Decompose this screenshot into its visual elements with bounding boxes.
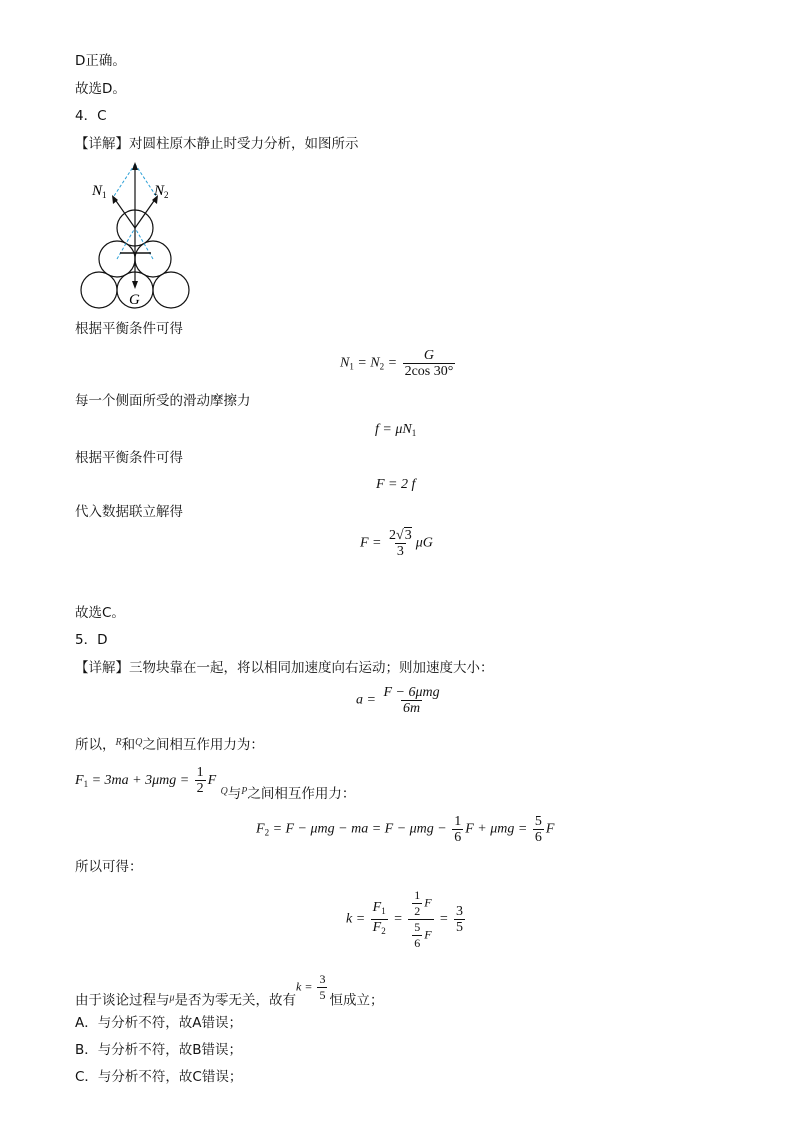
equation-F2: $F_2 = F - \mu mg$ − ma = F − μmg − $\frac{1}{6}$ F + μmg = $\frac{5}{6}$ F bbox=[256, 814, 555, 845]
equation-F-2f: F = 2 f bbox=[376, 477, 416, 492]
detail-tag: 【详解】 bbox=[75, 136, 129, 152]
text-choose-c: 故选C。 bbox=[75, 605, 125, 621]
option-c: C．与分析不符，故C错误； bbox=[75, 1069, 243, 1085]
text-balance-1: 根据平衡条件可得 bbox=[75, 321, 183, 337]
text-so-rq: 所以，$^R$和$^Q$之间相互作用力为： bbox=[75, 737, 264, 753]
detail-text: 三物块靠在一起，将以相同加速度向右运动；则加速度大小： bbox=[129, 660, 494, 676]
detail-tag: 【详解】 bbox=[75, 660, 129, 676]
detail-text: 对圆柱原木静止时受力分析，如图所示 bbox=[129, 136, 359, 152]
option-b: B．与分析不符，故B错误； bbox=[75, 1042, 243, 1058]
text-combine: 代入数据联立解得 bbox=[75, 504, 183, 520]
label-n2: $N_2$ bbox=[154, 183, 169, 200]
text-final-statement: 由于谈论过程与$^\mu$是否为零无关，故有k = $\frac{3}{5}$ 恒成立； bbox=[75, 972, 384, 1009]
equation-normal-force: $N_1 = N_2$ = $\frac{G}{2\cos 30^\circ}$ bbox=[340, 348, 454, 379]
question-4-answer: 4．C bbox=[75, 108, 107, 124]
label-g: G bbox=[129, 292, 140, 308]
equation-k: k = $\frac{F_1}{F_2}$ = $\frac{1}{2}$ F $\frac{5}{6}$ F = $\frac{3}{5}$ bbox=[346, 888, 463, 950]
text-so-get: 所以可得： bbox=[75, 859, 143, 875]
text-balance-2: 根据平衡条件可得 bbox=[75, 450, 183, 466]
equation-acceleration: a = $\frac{\text{F − 6μmg}}{6m}$ bbox=[356, 685, 440, 716]
q4-detail bbox=[75, 135, 359, 153]
text-friction: 每一个侧面所受的滑动摩擦力 bbox=[75, 393, 251, 409]
q5-detail bbox=[75, 659, 494, 677]
option-a: A．与分析不符，故A错误； bbox=[75, 1015, 242, 1031]
equation-F1-line: $F_1 = 3ma + 3\mu mg$ = $\frac{1}{2}$ F $^Q$与$^P$之间相互作用力： bbox=[75, 765, 356, 802]
label-n1: $N_1$ bbox=[92, 183, 107, 200]
text-d-correct: D正确。 bbox=[75, 53, 126, 69]
force-diagram bbox=[72, 158, 194, 310]
text-choose-d: 故选D。 bbox=[75, 81, 126, 97]
equation-friction: $f = \mu N_1$ bbox=[375, 422, 417, 438]
equation-F-result: F = $\frac{2√3}{3}$ μG bbox=[360, 528, 433, 559]
question-5-answer: 5．D bbox=[75, 632, 108, 648]
